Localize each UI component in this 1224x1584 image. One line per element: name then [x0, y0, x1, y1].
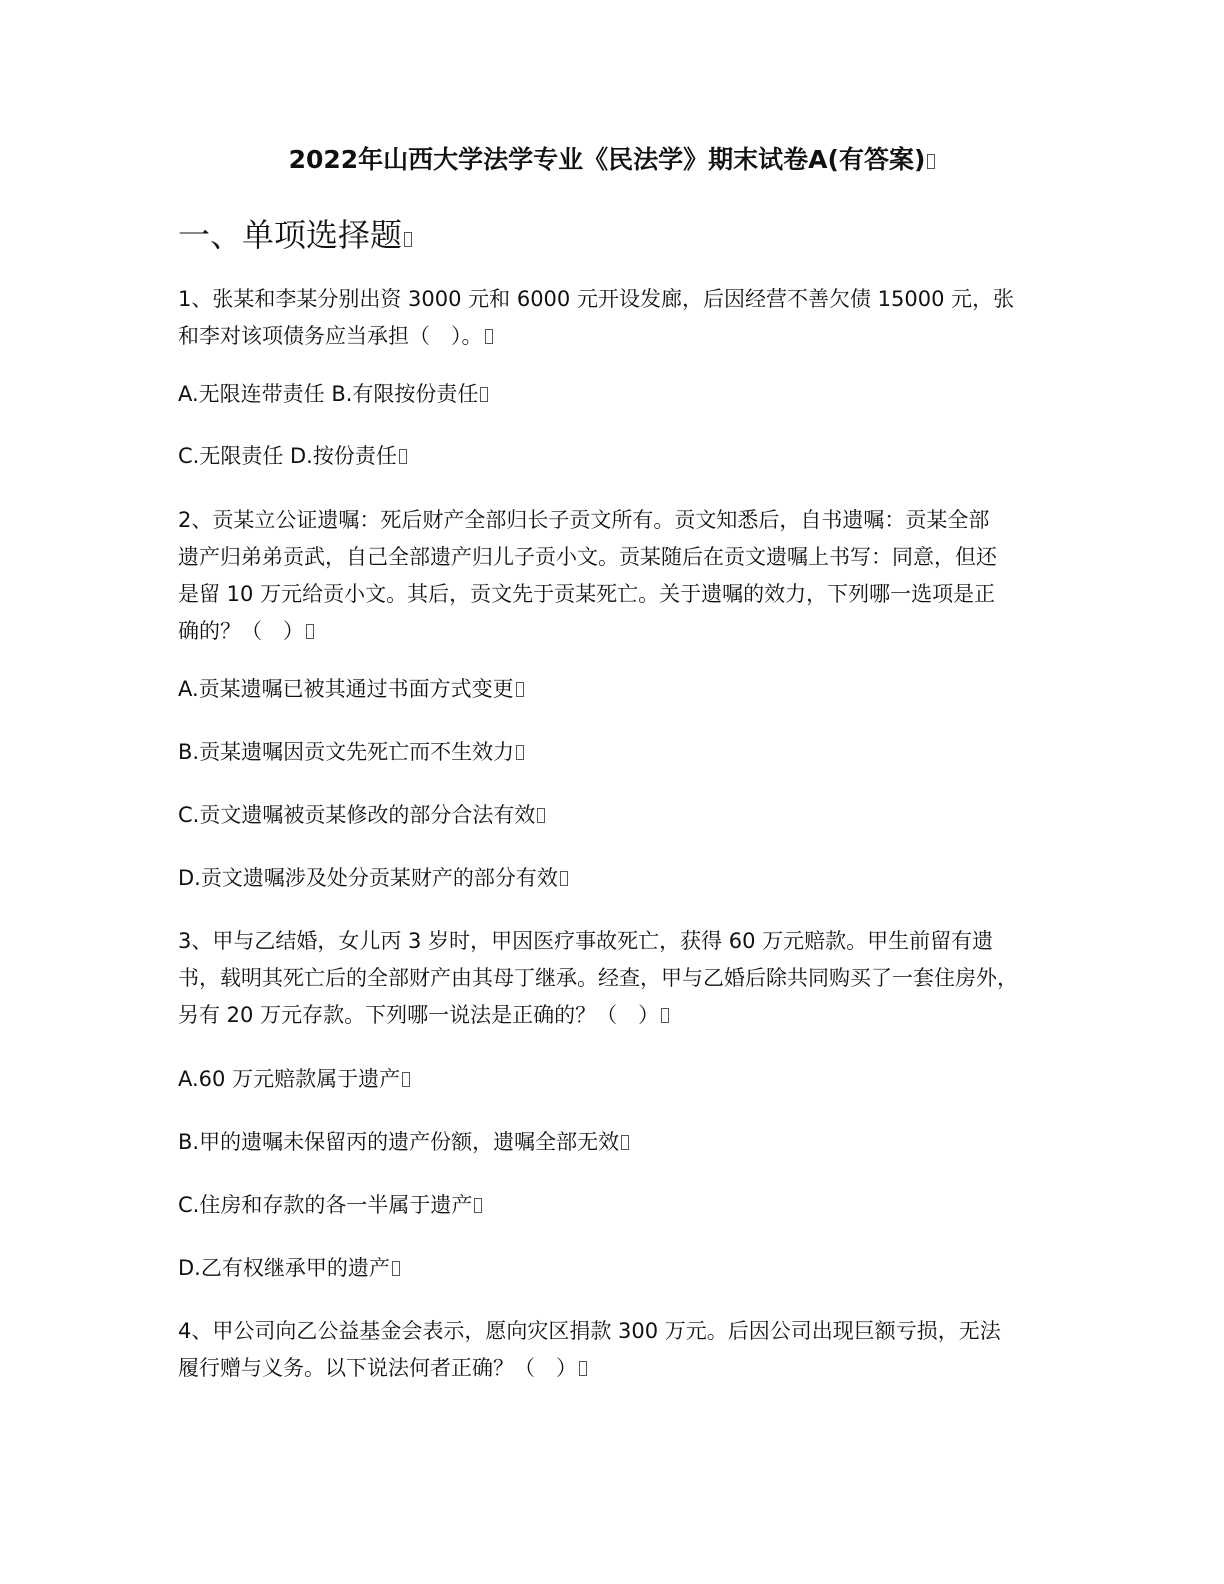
question-2-stem-line-3: 是留 10 万元给贡小文。其后，贡文先于贡某死亡。关于遗嘱的效力，下列哪一选项是正 [178, 582, 996, 606]
page-title [0, 140, 1224, 176]
question-3-option-a: A.60 万元赔款属于遗产 [178, 1061, 1048, 1098]
question-2-option-d: D.贡文遗嘱涉及处分贡某财产的部分有效 [178, 860, 1048, 897]
question-3-stem [178, 923, 1048, 1034]
question-1-stem [178, 281, 1048, 355]
question-2-option-a: A.贡某遗嘱已被其通过书面方式变更 [178, 671, 1048, 708]
paragraph-mark-icon [404, 232, 412, 247]
question-3-option-d: D.乙有权继承甲的遗产 [178, 1250, 1048, 1287]
title-text: 2022年山西大学法学专业《民法学》期末试卷A(有答案) [288, 145, 926, 174]
question-3-stem-line-3: 另有 20 万元存款。下列哪一说法是正确的？（ ） [178, 997, 1048, 1034]
paragraph-mark-icon [537, 808, 545, 823]
paragraph-mark-icon [560, 871, 568, 886]
question-3-option-c: C.住房和存款的各一半属于遗产 [178, 1187, 1048, 1224]
question-1-option-cd: C.无限责任 D.按份责任 [178, 438, 1048, 475]
section-heading [178, 210, 412, 256]
paragraph-mark-icon [927, 154, 935, 169]
question-1-option-ab: A.无限连带责任 B.有限按份责任 [178, 376, 1048, 413]
paragraph-mark-icon [480, 387, 488, 402]
paragraph-mark-icon [402, 1072, 410, 1087]
question-1-stem-line-2: 和李对该项债务应当承担（ ）。 [178, 318, 1048, 355]
question-2-stem [178, 502, 1048, 650]
paragraph-mark-icon [392, 1261, 400, 1276]
question-4-stem-line-2: 履行赠与义务。以下说法何者正确？（ ） [178, 1350, 1048, 1387]
paragraph-mark-icon [516, 745, 524, 760]
question-3-stem-line-2: 书，载明其死亡后的全部财产由其母丁继承。经查，甲与乙婚后除共同购买了一套住房外， [178, 966, 1018, 990]
paragraph-mark-icon [306, 624, 314, 639]
section-heading-text: 一、单项选择题 [178, 216, 403, 254]
paragraph-mark-icon [579, 1361, 587, 1376]
question-4-stem [178, 1313, 1048, 1387]
paragraph-mark-icon [474, 1198, 482, 1213]
question-2-stem-line-2: 遗产归弟弟贡武，自己全部遗产归儿子贡小文。贡某随后在贡文遗嘱上书写：同意，但还 [178, 545, 997, 569]
paragraph-mark-icon [661, 1008, 669, 1023]
paragraph-mark-icon [621, 1135, 629, 1150]
paragraph-mark-icon [485, 329, 493, 344]
question-2-stem-line-4: 确的？（ ） [178, 613, 1048, 650]
question-2-stem-line-1: 2、贡某立公证遗嘱：死后财产全部归长子贡文所有。贡文知悉后，自书遗嘱：贡某全部 [178, 508, 990, 532]
paragraph-mark-icon [516, 682, 524, 697]
paragraph-mark-icon [399, 449, 407, 464]
question-4-stem-line-1: 4、甲公司向乙公益基金会表示，愿向灾区捐款 300 万元。后因公司出现巨额亏损，无法 [178, 1319, 1001, 1343]
question-3-stem-line-1: 3、甲与乙结婚，女儿丙 3 岁时，甲因医疗事故死亡，获得 60 万元赔款。甲生前留有遗 [178, 929, 994, 953]
question-1-stem-line-1: 1、张某和李某分别出资 3000 元和 6000 元开设发廊，后因经营不善欠债 15000 元，张 [178, 287, 1015, 311]
question-2-option-b: B.贡某遗嘱因贡文先死亡而不生效力 [178, 734, 1048, 771]
question-3-option-b: B.甲的遗嘱未保留丙的遗产份额，遗嘱全部无效 [178, 1124, 1048, 1161]
question-2-option-c: C.贡文遗嘱被贡某修改的部分合法有效 [178, 797, 1048, 834]
